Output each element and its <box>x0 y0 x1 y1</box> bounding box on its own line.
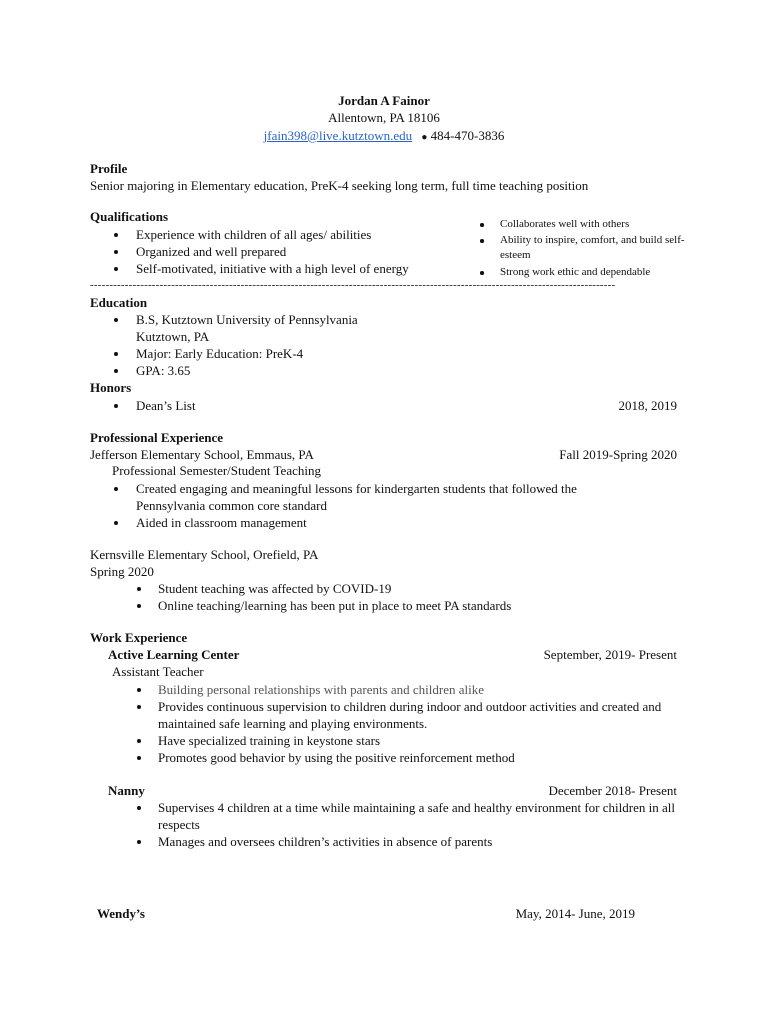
address: Allentown, PA 18106 <box>328 110 440 125</box>
work-heading: Work Experience <box>90 630 188 645</box>
phone-number: 484-470-3836 <box>430 128 505 143</box>
list-item: Have specialized training in keystone stars <box>135 732 680 749</box>
list-item: Organized and well prepared <box>112 243 409 260</box>
list-item <box>112 328 358 345</box>
list-item: Online teaching/learning has been put in place to meet PA standards <box>135 597 511 614</box>
work-list-2 <box>135 799 680 850</box>
work-org-2: Nanny <box>108 783 145 798</box>
education-list <box>112 311 358 379</box>
qualifications-heading: Qualifications <box>90 209 169 224</box>
professional-heading: Professional Experience <box>90 430 223 445</box>
list-item: Major: Early Education: PreK-4 <box>112 345 358 362</box>
resume-name: Jordan A Fainor <box>338 93 430 108</box>
list-item: GPA: 3.65 <box>112 362 358 379</box>
professional-list-1 <box>112 480 612 531</box>
list-item: Experience with children of all ages/ abilities <box>112 226 409 243</box>
list-item: Building personal relationships with parents and children alike <box>135 681 680 698</box>
professional-dates-2: Spring 2020 <box>90 564 154 579</box>
separator-bullet: ● <box>421 132 428 143</box>
list-item: Strong work ethic and dependable <box>478 265 718 280</box>
professional-role-1: Professional Semester/Student Teaching <box>112 463 321 478</box>
work-dates-1: September, 2019- Present <box>543 647 677 662</box>
work-org-1: Active Learning Center <box>108 647 240 662</box>
professional-org-1: Jefferson Elementary School, Emmaus, PA <box>90 447 314 462</box>
education-location: Kutztown, PA <box>136 329 210 344</box>
contact-line <box>0 127 768 146</box>
list-item: Collaborates well with others <box>478 217 718 232</box>
professional-org-2: Kernsville Elementary School, Orefield, PA <box>90 547 319 562</box>
honors-heading: Honors <box>90 380 132 395</box>
work-org-3: Wendy’s <box>97 906 145 921</box>
list-item: Aided in classroom management <box>112 514 612 531</box>
email-link[interactable]: jfain398@live.kutztown.edu <box>263 128 413 143</box>
list-item: Ability to inspire, comfort, and build self-esteem <box>478 233 712 263</box>
list-item: Supervises 4 children at a time while maintaining a safe and healthy environment for children in all respects <box>135 799 680 833</box>
list-item: Student teaching was affected by COVID-19 <box>135 580 511 597</box>
profile-heading: Profile <box>90 161 128 176</box>
work-dates-3: May, 2014- June, 2019 <box>515 906 635 921</box>
list-item: Dean’s List <box>112 397 196 414</box>
list-item: Provides continuous supervision to children during indoor and outdoor activities and created and maintained safe learning and playing environments. <box>135 698 680 732</box>
list-item: Created engaging and meaningful lessons for kindergarten students that followed the Pennsylvania common core standard <box>112 480 612 514</box>
honors-list <box>112 397 196 414</box>
professional-dates-1: Fall 2019-Spring 2020 <box>559 447 677 462</box>
qualifications-left-list <box>112 226 409 277</box>
section-divider: ---------------------------------------------------------------------------------------------------------------------------------------- <box>90 279 616 291</box>
list-item: Self-motivated, initiative with a high level of energy <box>112 260 409 277</box>
list-item: Manages and oversees children’s activities in absence of parents <box>135 833 680 850</box>
profile-text: Senior majoring in Elementary education, PreK-4 seeking long term, full time teaching position <box>90 178 589 193</box>
professional-list-2 <box>135 580 511 614</box>
qualifications-right-list <box>478 217 718 280</box>
work-list-1 <box>135 681 680 766</box>
list-item: Promotes good behavior by using the positive reinforcement method <box>135 749 680 766</box>
list-item: B.S, Kutztown University of Pennsylvania <box>112 311 358 328</box>
work-role-1: Assistant Teacher <box>112 664 204 679</box>
education-heading: Education <box>90 295 148 310</box>
work-dates-2: December 2018- Present <box>548 783 677 798</box>
honors-years: 2018, 2019 <box>618 398 677 413</box>
